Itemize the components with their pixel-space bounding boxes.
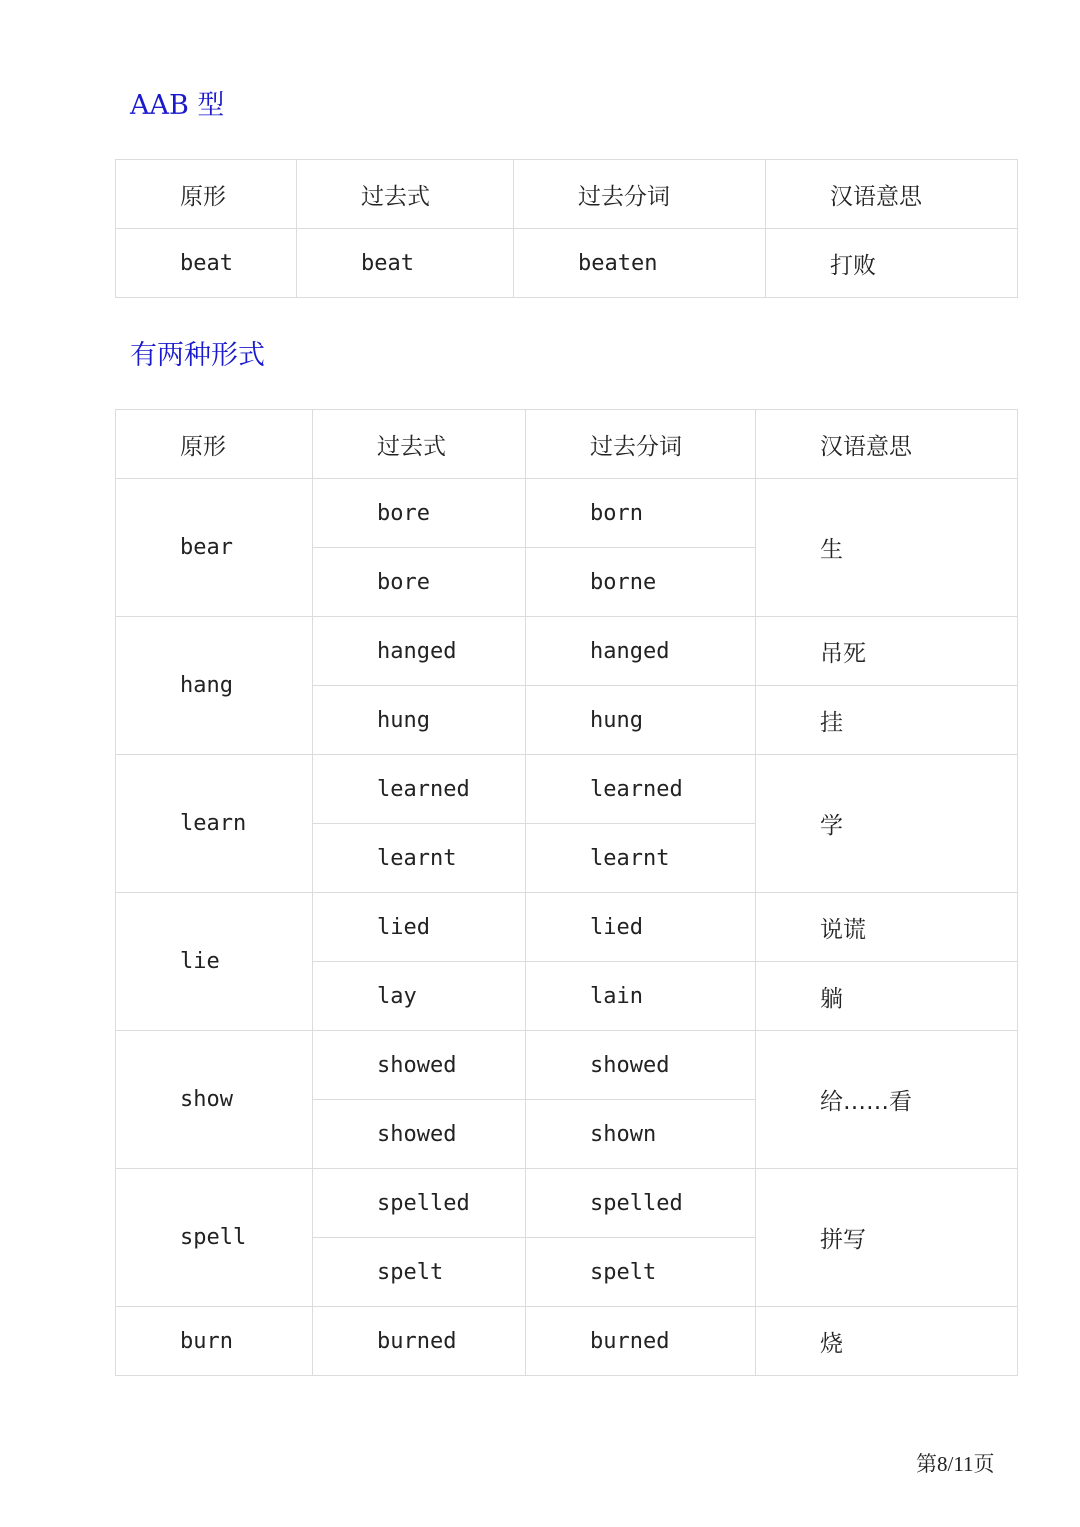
cell-base-form: bear [116, 479, 313, 617]
header-base-form: 原形 [116, 410, 313, 479]
two-forms-verb-table [115, 409, 1018, 1376]
cell-past-tense: hanged [313, 617, 526, 686]
table-row [116, 755, 1018, 824]
cell-past-participle: beaten [514, 229, 766, 298]
header-past-tense: 过去式 [313, 410, 526, 479]
cell-chinese-meaning: 说谎 [756, 893, 1018, 962]
cell-base-form: spell [116, 1169, 313, 1307]
cell-past-participle: borne [526, 548, 756, 617]
cell-past-participle: spelt [526, 1238, 756, 1307]
header-past-participle: 过去分词 [514, 160, 766, 229]
cell-past-tense: beat [297, 229, 514, 298]
cell-base-form: lie [116, 893, 313, 1031]
table-row [116, 479, 1018, 548]
page-number: 第8/11页 [916, 1452, 995, 1476]
cell-past-tense: lay [313, 962, 526, 1031]
cell-past-participle: learnt [526, 824, 756, 893]
table-row [116, 1307, 1018, 1376]
cell-past-participle: showed [526, 1031, 756, 1100]
cell-past-tense: showed [313, 1031, 526, 1100]
cell-past-tense: hung [313, 686, 526, 755]
aab-verb-table [115, 159, 1018, 298]
header-past-tense: 过去式 [297, 160, 514, 229]
cell-base-form: learn [116, 755, 313, 893]
cell-base-form: beat [116, 229, 297, 298]
cell-chinese-meaning: 烧 [756, 1307, 1018, 1376]
table-header-row [116, 410, 1018, 479]
cell-past-participle: shown [526, 1100, 756, 1169]
table-row [116, 893, 1018, 962]
cell-past-participle: lain [526, 962, 756, 1031]
cell-chinese-meaning: 躺 [756, 962, 1018, 1031]
cell-past-participle: born [526, 479, 756, 548]
cell-past-participle: learned [526, 755, 756, 824]
cell-chinese-meaning: 拼写 [756, 1169, 1018, 1307]
table-row [116, 1169, 1018, 1238]
cell-past-tense: spelt [313, 1238, 526, 1307]
cell-past-tense: learned [313, 755, 526, 824]
cell-chinese-meaning: 给……看 [756, 1031, 1018, 1169]
cell-past-participle: burned [526, 1307, 756, 1376]
cell-base-form: show [116, 1031, 313, 1169]
cell-past-participle: hung [526, 686, 756, 755]
cell-base-form: burn [116, 1307, 313, 1376]
cell-past-tense: showed [313, 1100, 526, 1169]
header-base-form: 原形 [116, 160, 297, 229]
header-chinese-meaning: 汉语意思 [766, 160, 1018, 229]
cell-past-tense: lied [313, 893, 526, 962]
cell-past-participle: hanged [526, 617, 756, 686]
cell-base-form: hang [116, 617, 313, 755]
table-row [116, 1031, 1018, 1100]
table-row [116, 229, 1018, 298]
cell-past-participle: spelled [526, 1169, 756, 1238]
header-chinese-meaning: 汉语意思 [756, 410, 1018, 479]
table-row [116, 617, 1018, 686]
header-past-participle: 过去分词 [526, 410, 756, 479]
cell-chinese-meaning: 吊死 [756, 617, 1018, 686]
cell-past-tense: burned [313, 1307, 526, 1376]
section-title-aab: AAB 型 [130, 90, 225, 121]
cell-past-tense: bore [313, 479, 526, 548]
cell-past-participle: lied [526, 893, 756, 962]
cell-past-tense: learnt [313, 824, 526, 893]
cell-chinese-meaning: 打败 [766, 229, 1018, 298]
section-title-two-forms: 有两种形式 [130, 340, 265, 371]
cell-chinese-meaning: 学 [756, 755, 1018, 893]
table-header-row [116, 160, 1018, 229]
cell-past-tense: bore [313, 548, 526, 617]
cell-past-tense: spelled [313, 1169, 526, 1238]
cell-chinese-meaning: 挂 [756, 686, 1018, 755]
cell-chinese-meaning: 生 [756, 479, 1018, 617]
